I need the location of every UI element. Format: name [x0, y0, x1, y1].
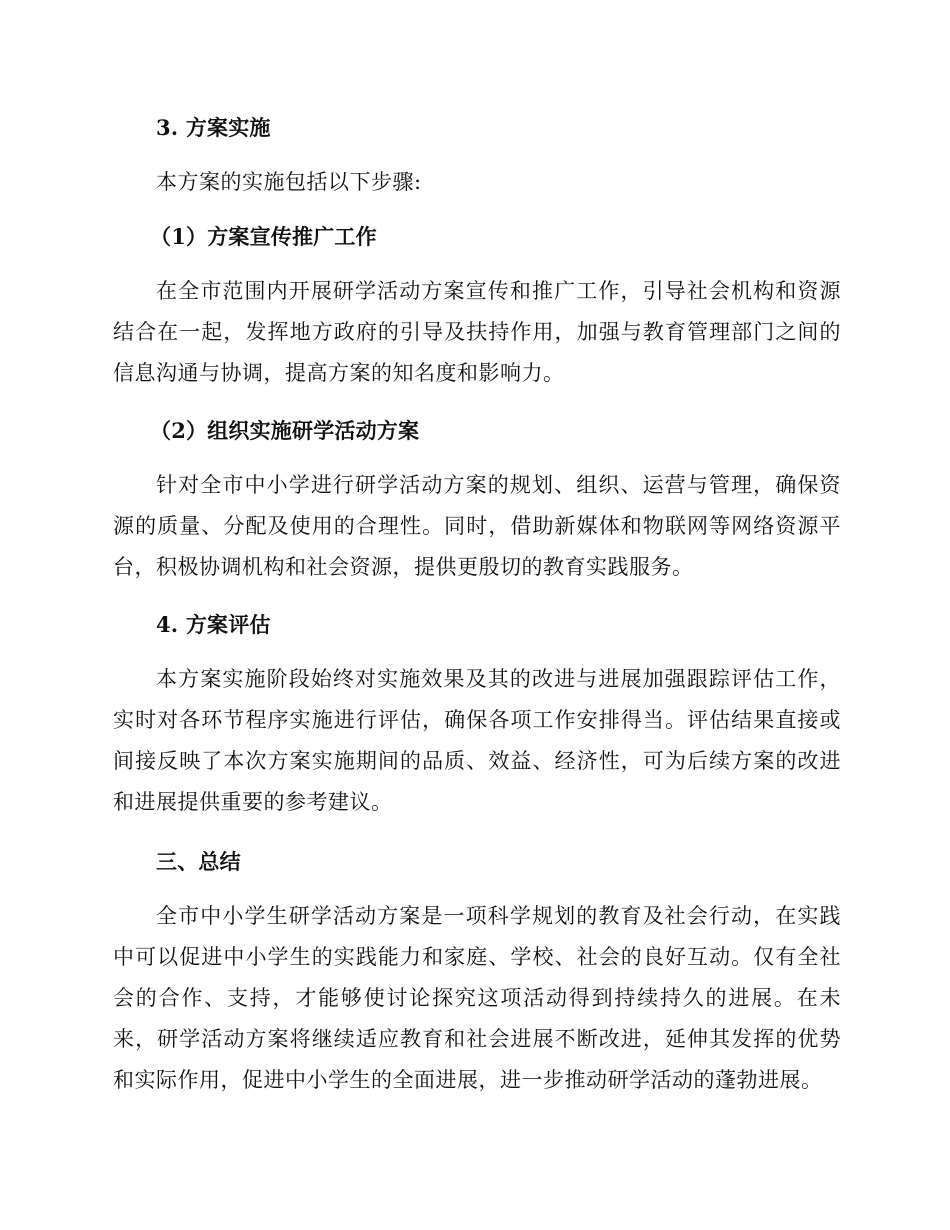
- step-2-heading: （2）组织实施研学活动方案: [150, 418, 420, 443]
- section-4-paragraph: 本方案实施阶段始终对实施效果及其的改进与进展加强跟踪评估工作，实时对各环节程序实施进行评估，确保各项工作安排得当。评估结果直接或间接反映了本次方案实施期间的品质、效益、经济性，可为后续方案的改进和进展提供重要的参考建议。: [113, 667, 841, 814]
- summary-heading: 三、总结: [156, 849, 241, 874]
- step-1-paragraph: 在全市范围内开展研学活动方案宣传和推广工作，引导社会机构和资源结合在一起，发挥地方政府的引导及扶持作用，加强与教育管理部门之间的信息沟通与协调，提高方案的知名度和影响力。: [113, 279, 841, 385]
- summary-paragraph: 全市中小学生研学活动方案是一项科学规划的教育及社会行动，在实践中可以促进中小学生的实践能力和家庭、学校、社会的良好互动。仅有全社会的合作、支持，才能够使讨论探究这项活动得到持续持久的进展。在未来，研学活动方案将继续适应教育和社会进展不断改进，延伸其发挥的优势和实际作用，促进中小学生的全面进展，进一步推动研学活动的蓬勃进展。: [113, 904, 841, 1092]
- step-1-heading: （1）方案宣传推广工作: [150, 224, 377, 249]
- section-4-heading: 4. 方案评估: [156, 612, 271, 637]
- section-3-heading: 3. 方案实施: [156, 115, 271, 140]
- step-2-paragraph: 针对全市中小学进行研学活动方案的规划、组织、运营与管理，确保资源的质量、分配及使用的合理性。同时，借助新媒体和物联网等网络资源平台，积极协调机构和社会资源，提供更殷切的教育实践服务。: [113, 473, 841, 579]
- section-3-intro: 本方案的实施包括以下步骤:: [156, 170, 422, 194]
